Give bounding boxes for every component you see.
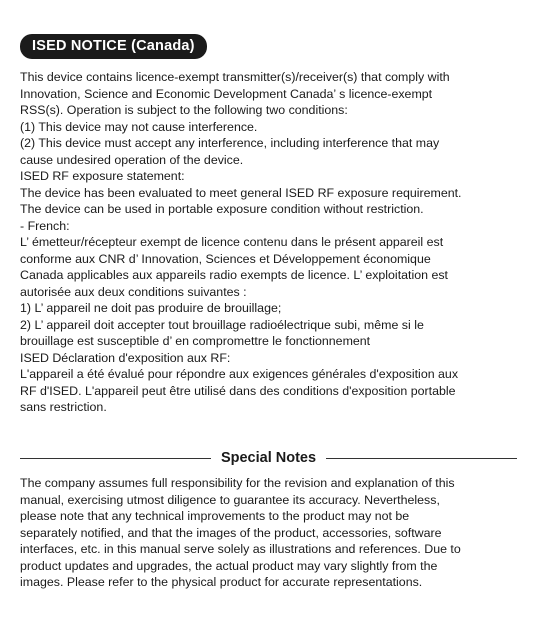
ised-line: cause undesired operation of the device.	[20, 152, 244, 167]
ised-line: Canada applicables aux appareils radio exempts de licence. L’ exploitation est	[20, 268, 448, 282]
notes-line: please note that any technical improvements to the product may not be	[20, 509, 410, 523]
notes-line: The company assumes full responsibility for the revision and explanation of this	[20, 476, 455, 490]
divider-rule-left	[20, 458, 211, 459]
ised-line: L'appareil a été évalué pour répondre aux exigences générales d'exposition aux	[20, 367, 459, 381]
ised-line: conforme aux CNR d’ Innovation, Sciences et Développement économique	[20, 251, 431, 266]
notes-line: separately notified, and that the images of the product, accessories, software	[20, 525, 442, 540]
ised-line: RSS(s). Operation is subject to the following two conditions:	[20, 103, 348, 117]
special-notes-divider	[20, 449, 517, 467]
ised-line: This device contains licence-exempt transmitter(s)/receiver(s) that comply with	[20, 70, 450, 84]
special-notes-body	[20, 475, 520, 591]
ised-line: ISED Déclaration d'exposition aux RF:	[20, 350, 231, 365]
ised-line: brouillage est susceptible d’ en compromettre le fonctionnement	[20, 334, 371, 348]
ised-line: The device can be used in portable exposure condition without restriction.	[20, 202, 424, 216]
ised-line: (2) This device must accept any interference, including interference that may	[20, 136, 440, 150]
ised-line: The device has been evaluated to meet general ISED RF exposure requirement.	[20, 185, 462, 200]
ised-line: 1) L’ appareil ne doit pas produire de brouillage;	[20, 301, 282, 315]
ised-line: Innovation, Science and Economic Development Canada’ s licence-exempt	[20, 86, 433, 101]
notes-line: product updates and upgrades, the actual product may vary slightly from the	[20, 558, 438, 573]
ised-line: (1) This device may not cause interference.	[20, 119, 258, 134]
ised-line: - French:	[20, 218, 70, 233]
special-notes-title: Special Notes	[220, 450, 317, 466]
ised-line: sans restriction.	[20, 400, 107, 414]
notes-line: manual, exercising utmost diligence to guarantee its accuracy. Nevertheless,	[20, 492, 440, 507]
notes-line: images. Please refer to the physical product for accurate representations.	[20, 575, 423, 589]
divider-rule-right	[326, 458, 517, 459]
notes-line: interfaces, etc. in this manual serve solely as illustrations and references. Due to	[20, 542, 461, 556]
ised-line: ISED RF exposure statement:	[20, 169, 185, 183]
ised-line: RF d'ISED. L'appareil peut être utilisé dans des conditions d'exposition portable	[20, 383, 456, 398]
ised-line: autorisée aux deux conditions suivantes :	[20, 284, 247, 299]
ised-notice-badge: ISED NOTICE (Canada)	[20, 34, 207, 59]
ised-line: L’ émetteur/récepteur exempt de licence contenu dans le présent appareil est	[20, 235, 444, 249]
ised-line: 2) L’ appareil doit accepter tout brouillage radioélectrique subi, même si le	[20, 317, 424, 332]
ised-notice-body	[20, 69, 520, 416]
